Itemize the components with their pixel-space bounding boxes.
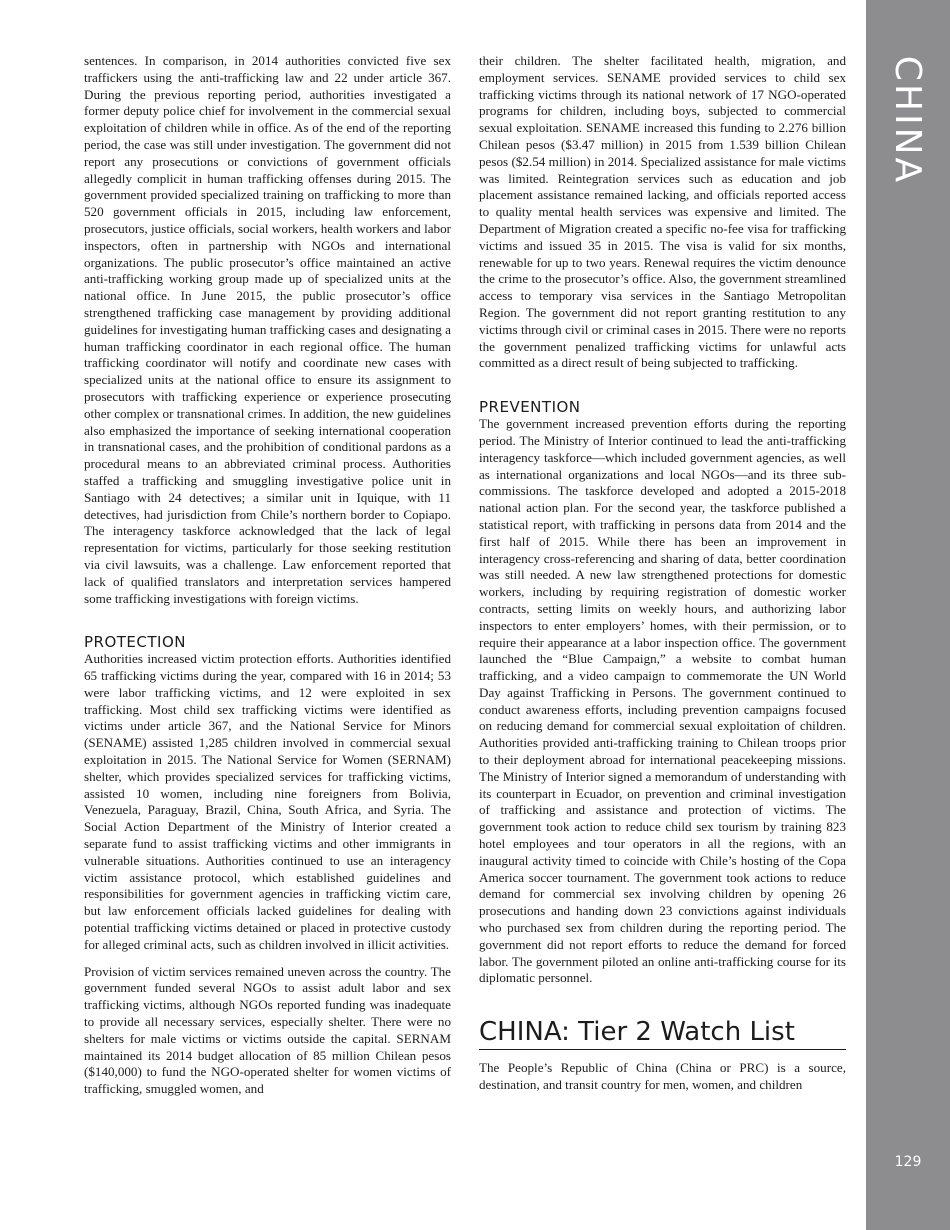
- protection-paragraph-2: Provision of victim services remained uneven across the country. The government funded several NGOs to assist adult labor and sex trafficking victims, although NGOs reported funding was inadequate to provide all necessary services, especially shelter. There were no shelters for male victims or victims outside the capital. SERNAM maintained its 2014 budget allocation of 85 million Chilean pesos ($140,000) to fund the NGO-operated shelter for women victims of trafficking, smuggled women, and: [84, 963, 451, 1097]
- prevention-paragraph: The government increased prevention efforts during the reporting period. The Ministry of Interior continued to lead the anti-trafficking interagency taskforce—which included government agencies, as well as international organizations and local NGOs—and its three sub-commissions. The taskforce developed and adopted a 2015-2018 national action plan. For the second year, the taskforce published a statistical report, with trafficking in persons data from 2014 and the first half of 2015. While there has been an improvement in interagency cross-referencing and sharing of data, better coordination was still needed. A new law strengthened protections for domestic workers, including by requiring registration of domestic worker contracts, setting limits on weekly hours, and authorizing labor inspectors to enter employers’ homes, with their permission, or to require their appearance at a labor inspection office. The government launched the “Blue Campaign,” a website to combat human trafficking, and a video campaign to commemorate the UN World Day against Trafficking in Persons. The government continued to conduct awareness efforts, including prevention campaigns focused on reducing demand for commercial sexual exploitation of children. Authorities provided anti-trafficking training to Chilean troops prior to their deployment abroad for international peacekeeping missions. The Ministry of Interior signed a memorandum of understanding with its counterpart in Ecuador, on prevention and criminal investigation of trafficking and assistance and protection of victims. The government took action to reduce child sex tourism by training 823 hotel employees and tour operators in all the regions, with an inaugural activity timed to coincide with Chile’s hosting of the Copa America soccer tournament. The government took actions to reduce demand for commercial sex involving children by opening 26 prosecutions and handing down 23 convictions against individuals who purchased sex from children during the reporting period. The government did not report efforts to reduce the demand for forced labor. The government piloted an online anti-trafficking course for its diplomatic personnel.: [479, 416, 846, 986]
- protection-heading: PROTECTION: [84, 633, 187, 652]
- country-tab-label: [866, 55, 950, 185]
- enforcement-paragraph: sentences. In comparison, in 2014 authorities convicted five sex traffickers using the anti-trafficking law and 22 under article 367. During the previous reporting period, authorities investigated a former deputy police chief for involvement in the commercial sexual exploitation of children while in office. As of the end of the reporting period, the case was still under investigation. The government did not report any prosecutions or convictions of government officials allegedly complicit in human trafficking offenses during 2015. The government provided specialized training on trafficking to more than 520 government officials in 2015, including law enforcement, prosecutors, justice officials, social workers, health workers and labor inspectors, often in partnership with NGOs and international organizations. The public prosecutor’s office maintained an active anti-trafficking working group made up of specialized units at the national office. In June 2015, the public prosecutor’s office strengthened trafficking case management by providing additional guidelines for investigating human trafficking cases and designating a human trafficking coordinator in each regional office. The human trafficking coordinator will notify and coordinate new cases with specialized units at the national office to ensure its assignment to prosecutors with trafficking experience or experience prosecuting other complex or transnational crimes. In addition, the new guidelines also emphasized the importance of seeking international cooperation in transnational cases, and the prohibition of conditional pardons as a procedural means to an abbreviated criminal process. Authorities staffed a trafficking and smuggling investigative police unit in Santiago with 24 detectives; a similar unit in Iquique, with 11 detectives, had jurisdiction from Chile’s northern border to Copiapo. The interagency taskforce acknowledged that the lack of legal representation for victims, particularly for those seeking restitution via civil lawsuits, was a challenge. Law enforcement reported that lack of qualified translators and interpretation services hampered some trafficking investigations with foreign victims.: [84, 53, 451, 606]
- left-column: [84, 53, 451, 1108]
- protection-paragraph-1: Authorities increased victim protection efforts. Authorities identified 65 trafficking victims during the year, compared with 16 in 2014; 53 were labor trafficking victims, and 12 were exploited in sex trafficking. Most child sex trafficking victims were identified as victims under article 367, and the National Service for Minors (SENAME) assisted 1,285 children involved in commercial sexual exploitation in 2015. The National Service for Women (SERNAM) shelter, which provides specialized services for trafficking victims, assisted 10 women, including nine foreigners from Bolivia, Venezuela, Paraguay, Brazil, China, South Africa, and Syria. The Social Action Department of the Ministry of Interior created a separate fund to assist trafficking victims and other immigrants in vulnerable situations. Authorities continued to use an interagency victim assistance protocol, which established guidelines and responsibilities for government agencies in trafficking victim care, but law enforcement officials lacked guidelines for dealing with potential trafficking victims detained or placed in protective custody for alleged criminal acts, such as children involved in illicit activities.: [84, 651, 451, 952]
- country-tab-text: CHINA: [887, 55, 929, 185]
- protection-continued-paragraph: their children. The shelter facilitated health, migration, and employment services. SENAME provided services to child sex trafficking victims through its national network of 17 NGO-operated programs for children, including boys, subjected to commercial sexual exploitation. SENAME increased this funding to 2.276 billion Chilean pesos ($3.47 million) in 2015 from 1.539 billion Chilean pesos ($2.54 million) in 2014. Specialized assistance for male victims was limited. Reintegration services such as education and job placement assistance remained lacking, and officials reported access to quality mental health services was expensive and limited. The Department of Migration created a specific no-fee visa for trafficking victims and issued 35 in 2015. The visa is valid for six months, renewable for up to two years. Renewal requires the victim denounce the crime to the prosecutor’s office. Also, the government streamlined access to temporary visa services in the Santiago Metropolitan Region. The government did not report granting restitution to any victims through civil or criminal cases in 2015. There were no reports the government penalized trafficking victims for unlawful acts committed as a direct result of being subjected to trafficking.: [479, 53, 846, 371]
- prevention-heading: PREVENTION: [479, 398, 581, 417]
- page-number: 129: [894, 1154, 922, 1170]
- china-tier-heading: CHINA: Tier 2 Watch List: [479, 1017, 846, 1050]
- right-column: [479, 53, 846, 1104]
- china-intro-paragraph: The People’s Republic of China (China or PRC) is a source, destination, and transit country for men, women, and children: [479, 1060, 846, 1093]
